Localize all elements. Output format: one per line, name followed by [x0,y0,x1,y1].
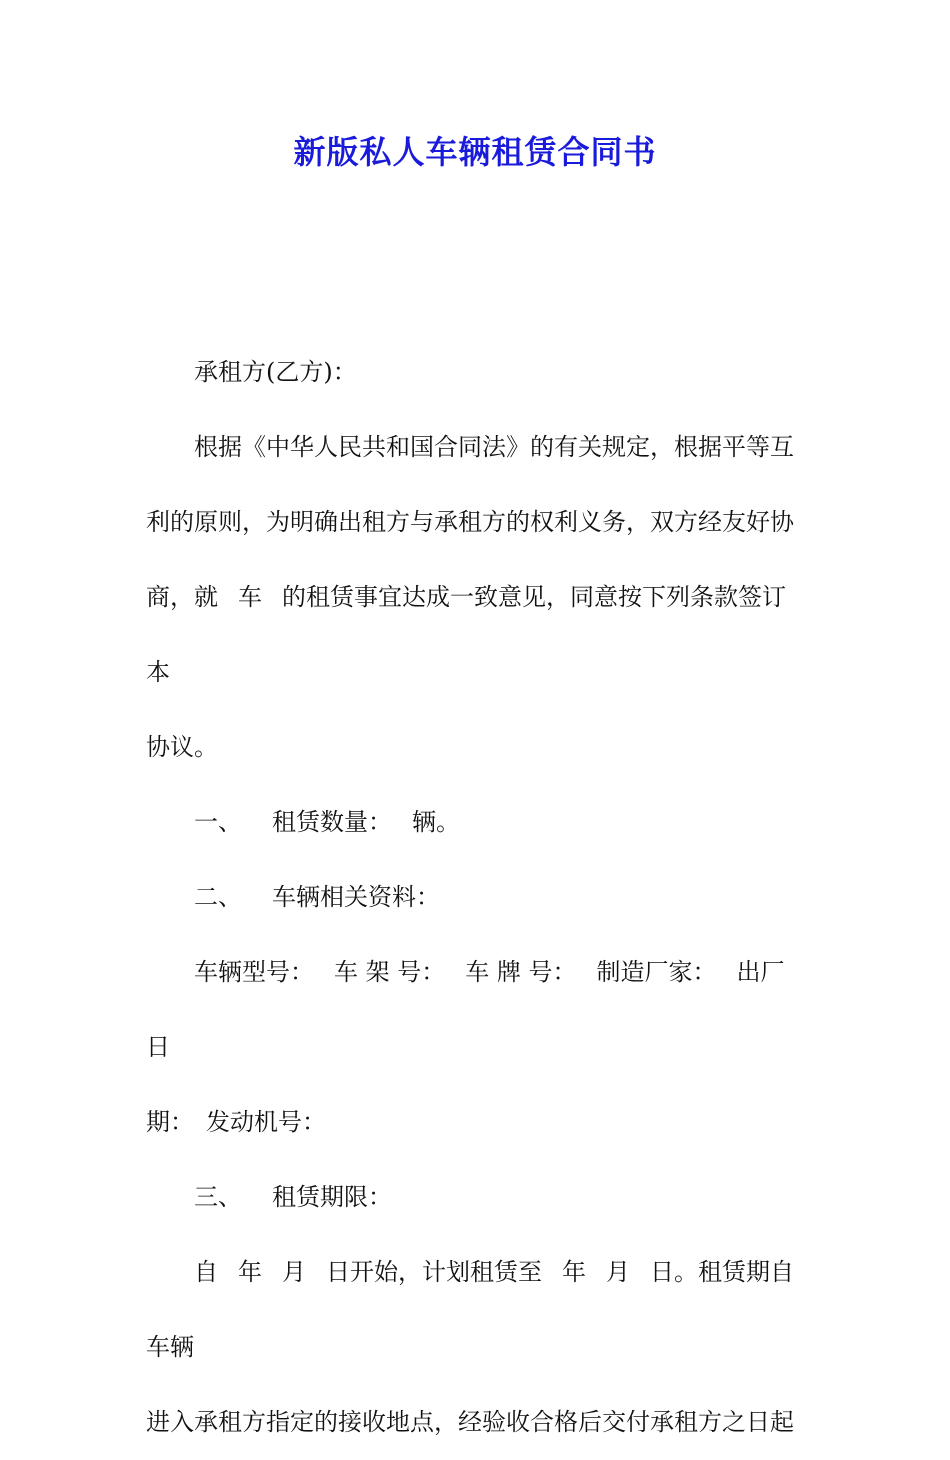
term-month-2: 月 [606,1258,630,1286]
vehicle-maker-field: 制造厂家： [596,958,717,986]
intro-line-3-part-b: 车 [238,583,262,611]
section-1-number: 一、 [194,808,242,836]
term-from: 自 [194,1258,218,1286]
intro-line-1: 根据《中华人民共和国合同法》的有关规定，根据平等互 [194,433,794,461]
term-year-1: 年 [238,1258,262,1286]
section-1-value: 辆。 [412,808,460,836]
intro-line-3 [146,560,808,710]
section-1-label: 租赁数量： [272,808,392,836]
intro-line-3-part-a: 商，就 [146,583,218,611]
intro-line-2: 利的原则，为明确出租方与承租方的权利义务，双方经友好协 [146,508,794,536]
vehicle-info-line-1 [146,935,808,1085]
vehicle-date-field-b: 期： [146,1108,194,1136]
term-month-1: 月 [282,1258,306,1286]
vehicle-plate-field: 车 牌 号： [465,958,577,986]
section-2-label: 车辆相关资料： [272,883,440,911]
term-day-2: 日。租赁期自车辆 [146,1258,794,1361]
section-3-number: 三、 [194,1183,242,1211]
section-3-heading [146,1160,808,1235]
term-year-2: 年 [562,1258,586,1286]
vehicle-engine-field: 发动机号： [206,1108,326,1136]
term-line-2: 进入承租方指定的接收地点，经验收合格后交付承租方之日起 [146,1408,794,1436]
vehicle-frame-field: 车 架 号： [334,958,446,986]
term-day-1: 日开始，计划租赁至 [326,1258,542,1286]
section-1-heading [146,785,808,860]
vehicle-model-field: 车辆型号： [194,958,314,986]
vehicle-info-line-2 [146,1085,808,1160]
section-2-number: 二、 [194,883,242,911]
vehicle-date-field-a: 出厂日 [146,958,785,1061]
intro-line-3-part-c: 的租赁事宜达成一致意见，同意按下列条款签订本 [146,583,786,686]
intro-line-4: 协议。 [146,733,218,761]
document-title: 新版私人车辆租赁合同书 [293,133,657,171]
term-line-1 [146,1235,808,1385]
tenant-label: 承租方(乙方)： [194,358,357,386]
document-body [146,335,808,1460]
section-3-label: 租赁期限： [272,1183,392,1211]
section-2-heading [146,860,808,935]
